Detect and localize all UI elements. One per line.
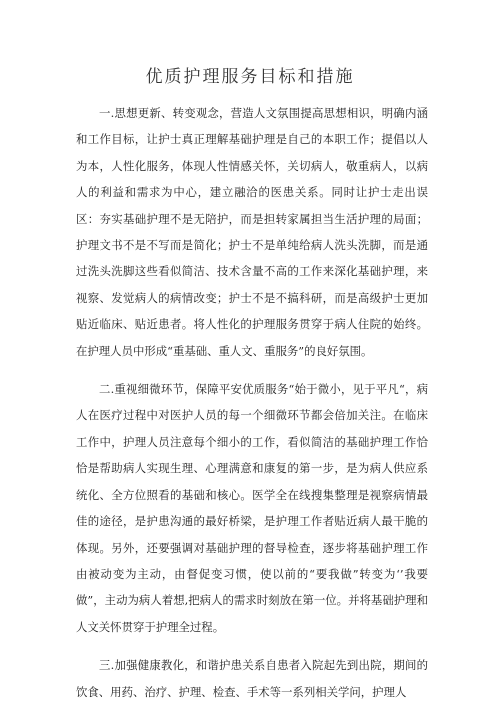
paragraph-3: 三.加强健康教化，和谐护患关系自患者入院起先到出院，期间的饮食、用药、治疗、护理、检查、手术等一系列相关学问，护理人 bbox=[76, 658, 428, 699]
document-body bbox=[76, 100, 428, 717]
paragraph-2: 二.重视细微环节，保障平安优质服务“始于微小，见于平凡“，病人在医疗过程中对医护人员的每一个细微环节都会倍加关注。在临床工作中，护理人员注意每个细小的工作，看似简洁的基础护理工作恰恰是帮助病人实现生理、心理满意和康复的第一步，是为病人供应系统化、全方位照看的基础和核心。医学全在线搜集整理是视察病情最佳的途径，是护患沟通的最好桥梁，是护理工作者贴近病人最干脆的体现。另外，还要强调对基础护理的督导检查，逐步将基础护理工作由被动变为主动，由督促变习惯，使以前的“要我做”转变为‘’我要做”，主动为病人着想,把病人的需求时刻放在第一位。并将基础护理和人文关怀贯穿于护理全过程。 bbox=[76, 382, 428, 634]
document-title: 优质护理服务目标和措施 bbox=[145, 67, 355, 87]
paragraph-1: 一.思想更新、转变观念，营造人文氛围提高思想相识，明确内涵和工作目标，让护士真正理解基础护理是自己的本职工作；提倡以人为本，人性化服务，体现人性情感关怀，关切病人，敬重病人，以病人的利益和需求为中心，建立融洽的医患关系。同时让护士走出误区：夯实基础护理不是无陪护，而是担转家属担当生活护理的局面；护理文书不是不写而是简化；护士不是单纯给病人洗头洗脚，而是通过洗头洗脚这些看似简洁、技术含量不高的工作来深化基础护理，来视察、发觉病人的病情改变；护士不是不搞科研，而是高级护士更加贴近临床、贴近患者。将人性化的护理服务贯穿于病人住院的始终。在护理人员中形成“重基础、重人文、重服务”的良好氛围。 bbox=[76, 106, 428, 358]
